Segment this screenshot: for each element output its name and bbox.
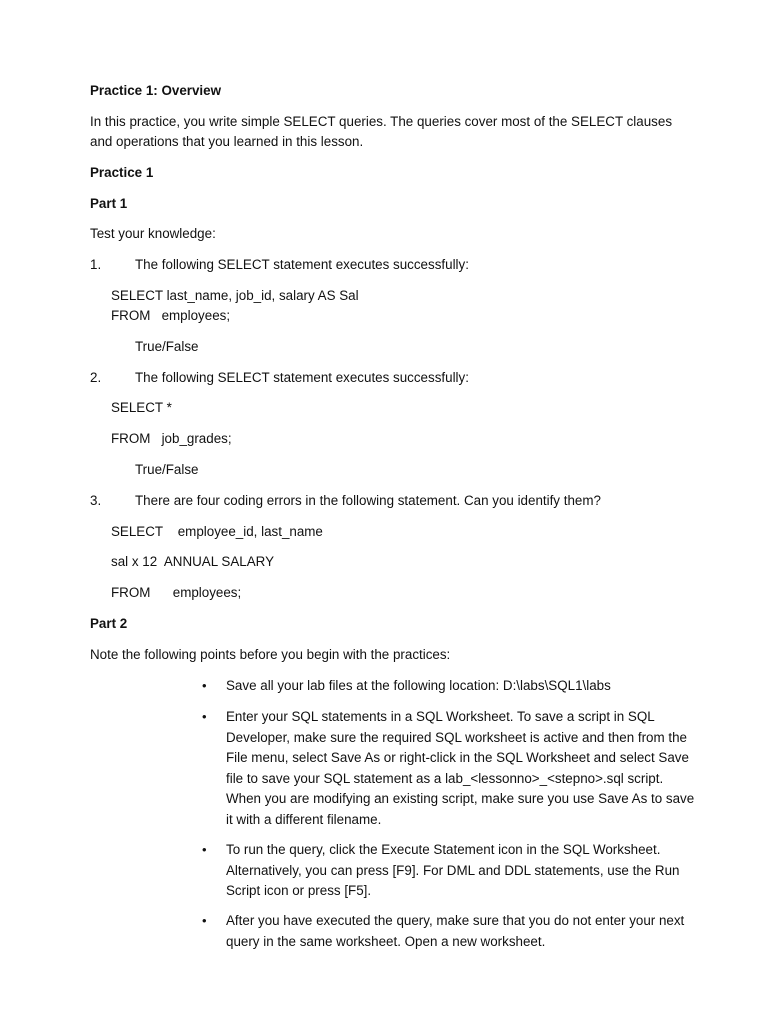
q3-code-line-2: sal x 12 ANNUAL SALARY (111, 554, 274, 569)
q3-number: 3. (90, 493, 102, 508)
bullet-item-4: After you have executed the query, make sure that you do not enter your next query in the same worksheet. Open a new worksheet. (226, 913, 685, 949)
heading-part2: Part 2 (90, 616, 128, 631)
bullet-item-2: Enter your SQL statements in a SQL Worksheet. To save a script in SQL Developer, make sure the required SQL worksheet is active and then from the File menu, select Save As or right-click in the SQL Worksheet and select Save file to save your SQL statement as a lab_<lessonno>_<stepno>.sql script. When you are modifying an existing script, make sure you use Save As to save it with a different filename. (226, 709, 695, 827)
bullet-item-1: Save all your lab files at the following location: D:\labs\SQL1\labs (226, 678, 611, 693)
q1-code-line-2: FROM employees; (111, 308, 231, 323)
q2-number: 2. (90, 370, 102, 385)
q1-number: 1. (90, 257, 102, 272)
bullet-icon: • (202, 678, 207, 693)
q2-code-line-1: SELECT * (111, 400, 172, 415)
part2-intro: Note the following points before you begin with the practices: (90, 647, 451, 662)
q1-answer: True/False (135, 339, 199, 354)
intro-line-2: and operations that you learned in this lesson. (90, 134, 364, 149)
q3-code-line-3: FROM employees; (111, 585, 242, 600)
bullet-icon: • (202, 709, 207, 724)
q2-text: The following SELECT statement executes successfully: (135, 370, 469, 385)
q3-text: There are four coding errors in the following statement. Can you identify them? (135, 493, 601, 508)
q3-code-line-1: SELECT employee_id, last_name (111, 524, 323, 539)
bullet-icon: • (202, 842, 207, 857)
q2-answer: True/False (135, 462, 199, 477)
bullet-item-3: To run the query, click the Execute Statement icon in the SQL Worksheet. Alternatively, you can press [F9]. For DML and DDL statements, use the Run Script icon or press [F5]. (226, 842, 680, 898)
q2-code-line-2: FROM job_grades; (111, 431, 232, 446)
q1-text: The following SELECT statement executes successfully: (135, 257, 469, 272)
heading-overview: Practice 1: Overview (90, 83, 222, 98)
bullet-icon: • (202, 913, 207, 928)
test-knowledge: Test your knowledge: (90, 226, 216, 241)
q1-code-line-1: SELECT last_name, job_id, salary AS Sal (111, 288, 359, 303)
heading-practice: Practice 1 (90, 165, 154, 180)
heading-part1: Part 1 (90, 196, 128, 211)
intro-line-1: In this practice, you write simple SELECT queries. The queries cover most of the SELECT clauses (90, 114, 673, 129)
